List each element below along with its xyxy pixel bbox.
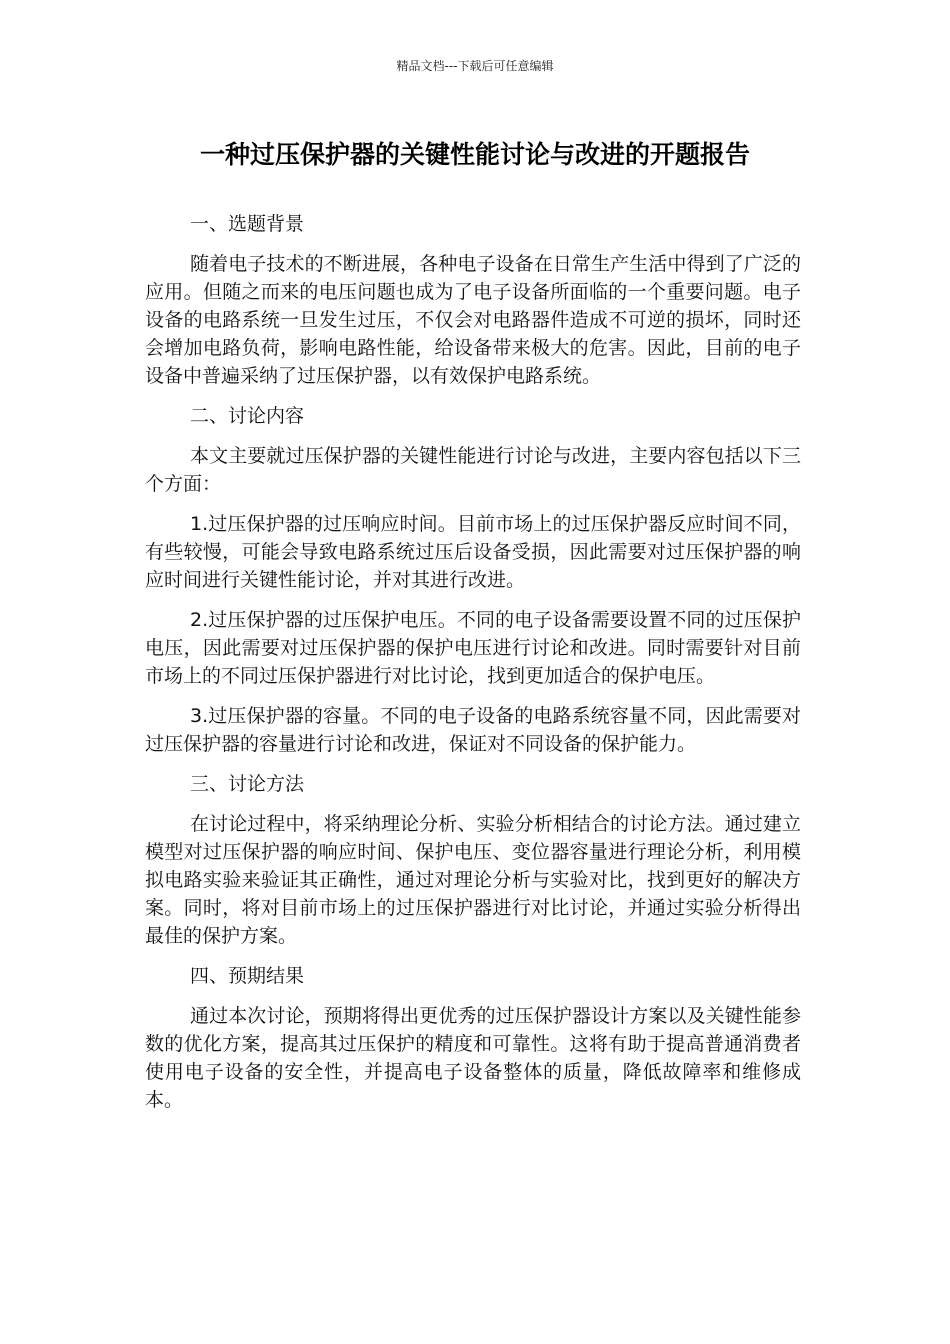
paragraph-results: 通过本次讨论，预期将得出更优秀的过压保护器设计方案以及关键性能参数的优化方案，提高其过压保护的精度和可靠性。这将有助于提高普通消费者使用电子设备的安全性，并提高电子设备整体的质量，降低故障率和维修成本。 — [145, 1005, 801, 1111]
section-heading-method: 三、讨论方法 — [190, 773, 305, 795]
paragraph-method: 在讨论过程中，将采纳理论分析、实验分析相结合的讨论方法。通过建立模型对过压保护器的响应时间、保护电压、变位器容量进行理论分析，利用模拟电路实验来验证其正确性，通过对理论分析与实验对比，找到更好的解决方案。同时，将对目前市场上的过压保护器进行对比讨论，并通过实验分析得出最佳的保护方案。 — [145, 813, 801, 947]
paragraph-content-intro: 本文主要就过压保护器的关键性能进行讨论与改进，主要内容包括以下三个方面： — [145, 445, 801, 495]
paragraph-content-item-1: 1.过压保护器的过压响应时间。目前市场上的过压保护器反应时间不同，有些较慢，可能会导致电路系统过压后设备受损，因此需要对过压保护器的响应时间进行关键性能讨论，并对其进行改进。 — [145, 513, 801, 591]
document-body — [145, 210, 801, 1126]
page-header: 精品文档---下载后可任意编辑 — [396, 59, 554, 73]
paragraph-content-item-2: 2.过压保护器的过压保护电压。不同的电子设备需要设置不同的过压保护电压，因此需要对过压保护器的保护电压进行讨论和改进。同时需要针对目前市场上的不同过压保护器进行对比讨论，找到更加适合的保护电压。 — [145, 609, 801, 687]
paragraph-content-item-3: 3.过压保护器的容量。不同的电子设备的电路系统容量不同，因此需要对过压保护器的容量进行讨论和改进，保证对不同设备的保护能力。 — [145, 705, 801, 755]
paragraph-background: 随着电子技术的不断进展，各种电子设备在日常生产生活中得到了广泛的应用。但随之而来的电压问题也成为了电子设备所面临的一个重要问题。电子设备的电路系统一旦发生过压，不仅会对电路器件造成不可逆的损坏，同时还会增加电路负荷，影响电路性能，给设备带来极大的危害。因此，目前的电子设备中普遍采纳了过压保护器，以有效保护电路系统。 — [145, 253, 801, 387]
section-heading-results: 四、预期结果 — [190, 965, 305, 987]
document-title: 一种过压保护器的关键性能讨论与改进的开题报告 — [199, 140, 750, 169]
section-heading-background: 一、选题背景 — [190, 213, 305, 235]
section-heading-content: 二、讨论内容 — [190, 405, 305, 427]
